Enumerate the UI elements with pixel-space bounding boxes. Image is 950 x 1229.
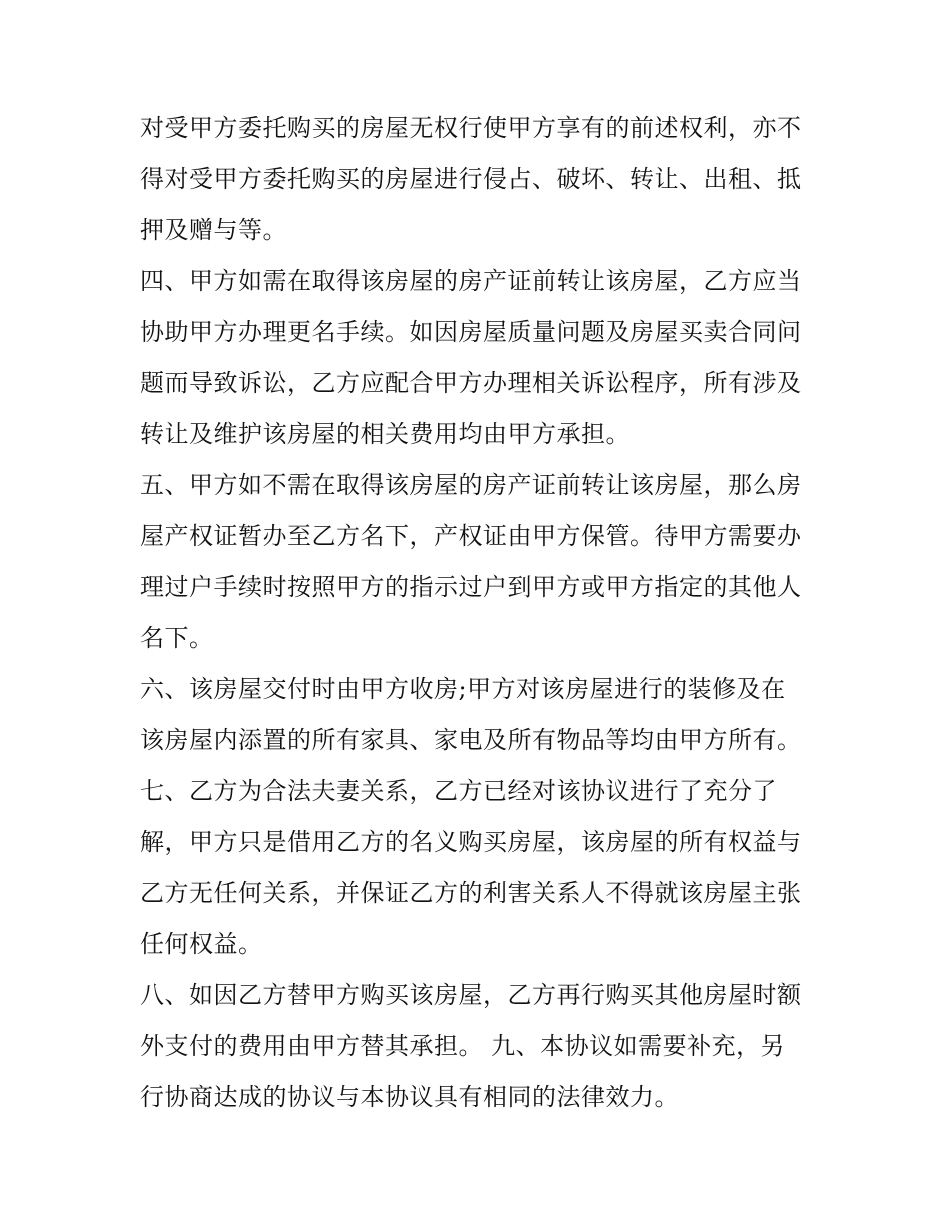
clause-7-line: 七、乙方为合法夫妻关系，乙方已经对该协议进行了充分了 bbox=[140, 777, 777, 805]
text-line: 协助甲方办理更名手续。如因房屋质量问题及房屋买卖合同问 bbox=[140, 318, 802, 346]
text-line: 理过户手续时按照甲方的指示过户到甲方或甲方指定的其他人 bbox=[140, 573, 802, 601]
text-line: 名下。 bbox=[140, 624, 214, 652]
text-line: 任何权益。 bbox=[140, 930, 263, 958]
text-line: 乙方无任何关系，并保证乙方的利害关系人不得就该房屋主张 bbox=[140, 879, 802, 907]
text-line: 解，甲方只是借用乙方的名义购买房屋，该房屋的所有权益与 bbox=[140, 828, 802, 856]
clause-6-line: 六、该房屋交付时由甲方收房;甲方对该房屋进行的装修及在 bbox=[140, 675, 786, 703]
text-line: 行协商达成的协议与本协议具有相同的法律效力。 bbox=[140, 1083, 679, 1111]
clause-8-line: 八、如因乙方替甲方购买该房屋，乙方再行购买其他房屋时额 bbox=[140, 981, 802, 1009]
text-line: 得对受甲方委托购买的房屋进行侵占、破坏、转让、出租、抵 bbox=[140, 165, 802, 193]
text-line: 转让及维护该房屋的相关费用均由甲方承担。 bbox=[140, 420, 630, 448]
text-line: 屋产权证暂办至乙方名下，产权证由甲方保管。待甲方需要办 bbox=[140, 522, 802, 550]
text-line: 该房屋内添置的所有家具、家电及所有物品等均由甲方所有。 bbox=[140, 726, 802, 754]
text-line: 对受甲方委托购买的房屋无权行使甲方享有的前述权利，亦不 bbox=[140, 114, 802, 142]
clause-5-line: 五、甲方如不需在取得该房屋的房产证前转让该房屋，那么房 bbox=[140, 471, 802, 499]
clause-4-line: 四、甲方如需在取得该房屋的房产证前转让该房屋，乙方应当 bbox=[140, 267, 802, 295]
document-body bbox=[140, 103, 820, 1123]
clause-9-line: 外支付的费用由甲方替其承担。 九、本协议如需要补充，另 bbox=[140, 1032, 786, 1060]
text-line: 押及赠与等。 bbox=[140, 216, 287, 244]
text-line: 题而导致诉讼，乙方应配合甲方办理相关诉讼程序，所有涉及 bbox=[140, 369, 802, 397]
